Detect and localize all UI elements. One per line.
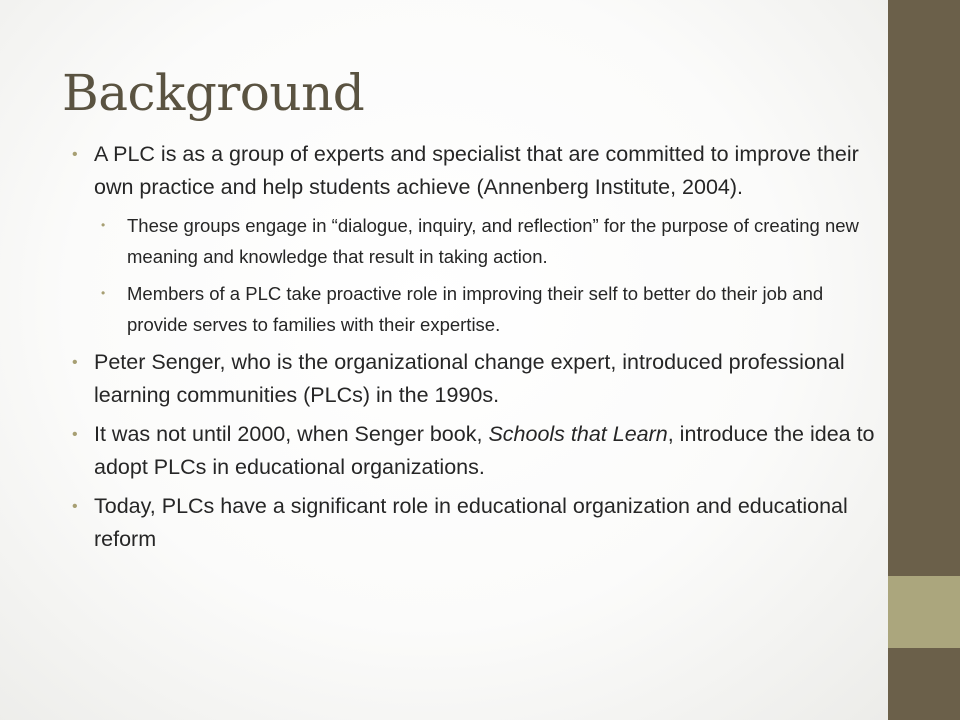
bullet-dot-icon: •	[101, 286, 106, 300]
sub-bullet-text: Members of a PLC take proactive role in improving their self to better do their job and provide serves to families with their expertise.	[127, 283, 824, 335]
bullet-text-part: It was not until 2000, when Senger book,	[94, 422, 489, 446]
bullet-item	[72, 346, 878, 412]
slide-content	[72, 138, 878, 562]
bullet-item	[72, 418, 878, 484]
bullet-dot-icon: •	[72, 498, 78, 515]
bullet-dot-icon: •	[72, 354, 78, 371]
bullet-dot-icon: •	[101, 218, 106, 232]
bullet-dot-icon: •	[72, 146, 78, 163]
sub-bullet-item	[72, 210, 878, 272]
bullet-item	[72, 490, 878, 556]
book-title: Schools that Learn	[488, 422, 668, 446]
sub-bullet-text: These groups engage in “dialogue, inquiry, and reflection” for the purpose of creating new meaning and knowledge that result in taking action.	[127, 215, 859, 267]
bullet-text: Peter Senger, who is the organizational change expert, introduced professional learning communities (PLCs) in the 1990s.	[94, 350, 845, 407]
bullet-text: Today, PLCs have a significant role in educational organization and educational reform	[94, 494, 848, 551]
bullet-text-part: , introduce the idea to adopt PLCs in educational organizations.	[94, 422, 875, 479]
bullet-text: A PLC is as a group of experts and specialist that are committed to improve their own practice and help students achieve (Annenberg Institute, 2004).	[94, 142, 859, 199]
slide-title: Background	[62, 64, 365, 122]
bullet-dot-icon: •	[72, 426, 78, 443]
bullet-item	[72, 138, 878, 204]
decorative-side-block	[888, 576, 960, 648]
sub-bullet-item	[72, 278, 878, 340]
